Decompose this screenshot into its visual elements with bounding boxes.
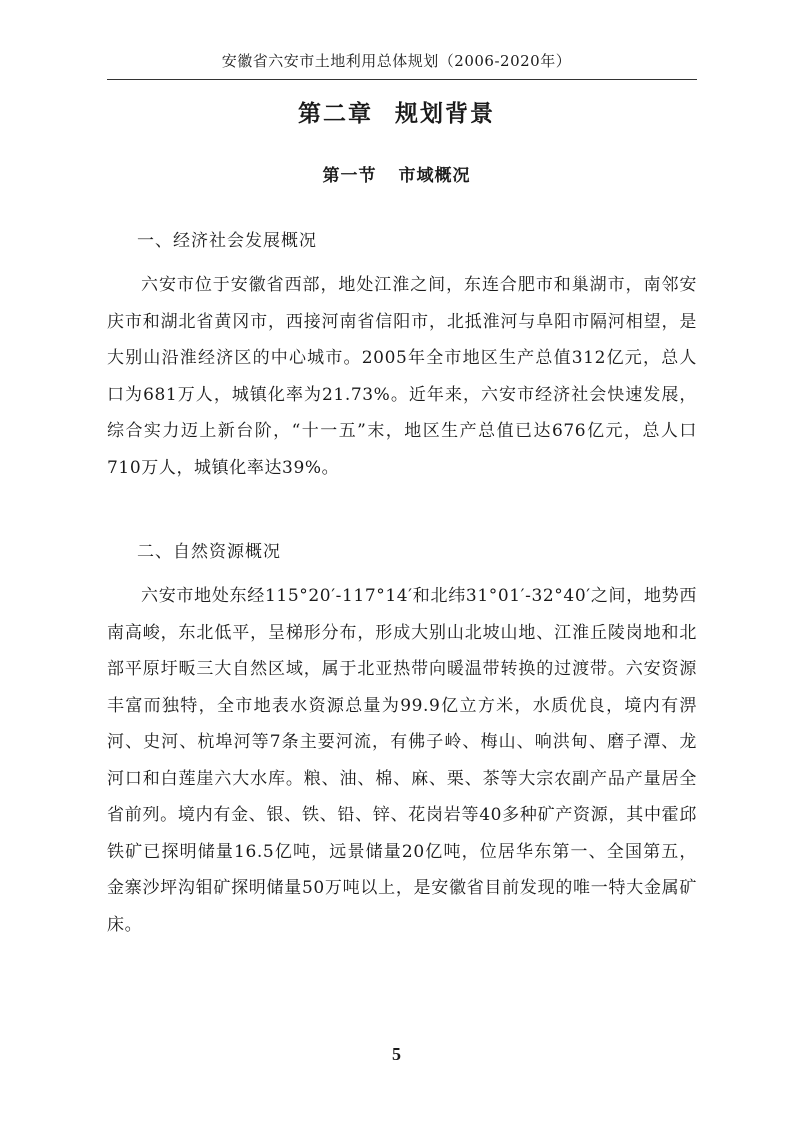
subsection-heading-resources: 二、自然资源概况	[137, 542, 281, 562]
chapter-number: 第二章	[298, 101, 373, 127]
paragraph-resources: 六安市地处东经115°20′-117°14′和北纬31°01′-32°40′之间，地势西南高峻，东北低平，呈梯形分布，形成大别山北坡山地、江淮丘陵岗地和北部平原圩畈三大自然区域，属于北亚热带向暖温带转换的过渡带。六安资源丰富而独特，全市地表水资源总量为99.9亿立方米，水质优良，境内有淠河、史河、杭埠河等7条主要河流，有佛子岭、梅山、响洪甸、磨子潭、龙河口和白莲崖六大水库。粮、油、棉、麻、栗、茶等大宗农副产品产量居全省前列。境内有金、银、铁、铅、锌、花岗岩等40多种矿产资源，其中霍邱铁矿已探明储量16.5亿吨，远景储量20亿吨，位居华东第一、全国第五，金寨沙坪沟钼矿探明储量50万吨以上，是安徽省目前发现的唯一特大金属矿床。	[107, 586, 697, 935]
section-number: 第一节	[322, 166, 377, 186]
chapter-name: 规划背景	[395, 101, 495, 127]
section-name: 市域概况	[398, 166, 471, 186]
subsection-heading-economy: 一、经济社会发展概况	[137, 231, 317, 251]
header-divider	[107, 79, 697, 80]
paragraph-economy: 六安市位于安徽省西部，地处江淮之间，东连合肥市和巢湖市，南邻安庆市和湖北省黄冈市，西接河南省信阳市，北抵淮河与阜阳市隔河相望，是大别山沿淮经济区的中心城市。2005年全市地区生产总值312亿元，总人口为681万人，城镇化率为21.73%。近年来，六安市经济社会快速发展，综合实力迈上新台阶，“十一五”末，地区生产总值已达676亿元，总人口710万人，城镇化率达39%。	[107, 275, 697, 478]
running-header: 安徽省六安市土地利用总体规划（2006-2020年）	[221, 52, 572, 70]
chapter-title	[0, 95, 793, 128]
section-title	[0, 161, 793, 186]
page-number: 5	[392, 1044, 401, 1064]
